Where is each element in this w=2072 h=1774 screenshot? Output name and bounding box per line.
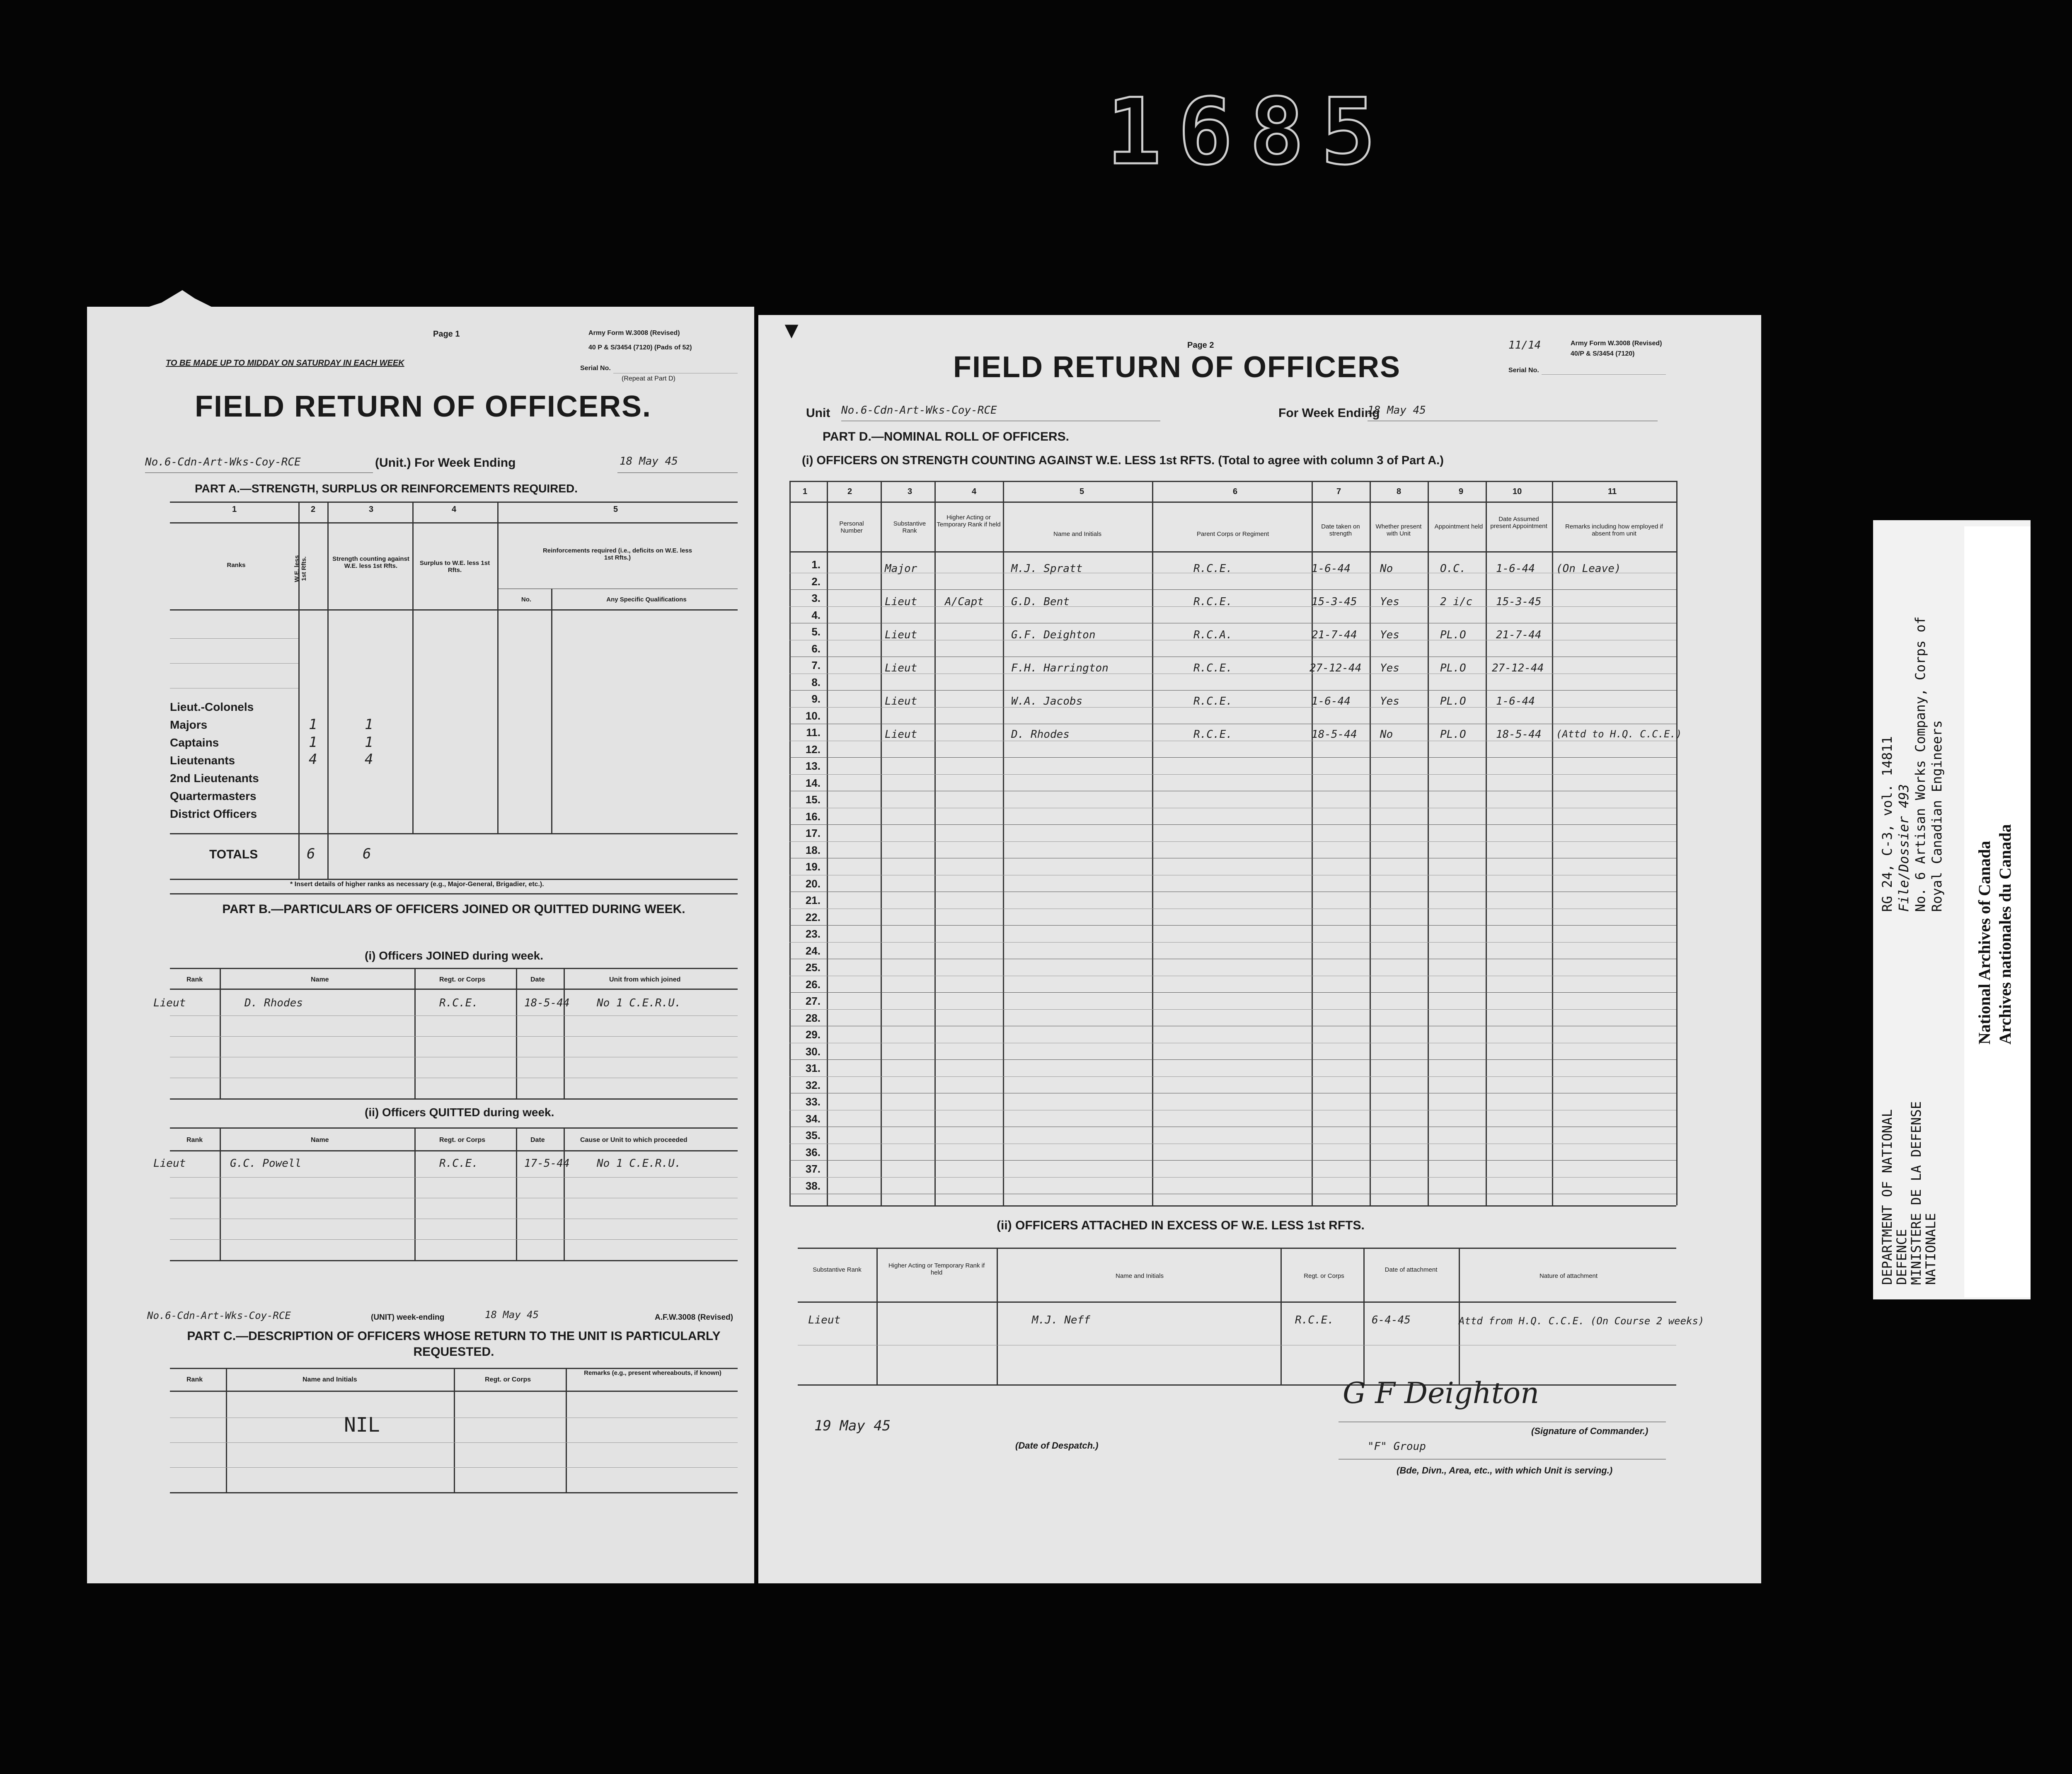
totals-label: TOTALS — [209, 848, 258, 861]
part-d-row-rule — [789, 1076, 1676, 1077]
part-d-col-9: 9 — [1459, 487, 1464, 496]
part-d-col-6: 6 — [1233, 487, 1238, 496]
officer-5-taken: 1-6-44 — [1312, 695, 1351, 708]
officer-3-assumed: 21-7-44 — [1496, 629, 1542, 641]
part-d-row-number: 35. — [805, 1129, 821, 1141]
officer-1-remarks: (On Leave) — [1556, 562, 1621, 575]
joined-name: D. Rhodes — [244, 997, 303, 1009]
officer-6-present: No — [1380, 728, 1393, 741]
joined-header-date: Date — [530, 976, 545, 983]
part-d-header-rank: Substantive Rank — [893, 520, 926, 534]
rank-lieut-colonels: Lieut.-Colonels — [170, 700, 254, 713]
part-d-col-10: 10 — [1513, 487, 1522, 496]
stamp-dept-1: DEPARTMENT OF NATIONAL — [1879, 1109, 1895, 1285]
page-2-title: FIELD RETURN OF OFFICERS — [953, 351, 1401, 384]
joined-heading: (i) Officers JOINED during week. — [365, 949, 543, 962]
page-2-unit-label: Unit — [806, 406, 830, 420]
officer-6-remarks: (Attd to H.Q. C.C.E.) — [1556, 728, 1682, 740]
quitted-header-unit: Cause or Unit to which proceeded — [580, 1137, 687, 1144]
part-d-row-number: 7. — [811, 659, 821, 671]
part-d-row-rule — [789, 690, 1676, 691]
part-a-header-qualifications: Any Specific Qualifications — [606, 596, 687, 603]
part-a-header-ranks: Ranks — [227, 562, 246, 569]
quitted-unit: No 1 C.E.R.U. — [597, 1157, 681, 1170]
officer-4-corps: R.C.E. — [1193, 662, 1232, 674]
attached-corps: R.C.E. — [1295, 1314, 1334, 1326]
attached-header-corps: Regt. or Corps — [1304, 1272, 1344, 1280]
part-c-unit: No.6-Cdn-Art-Wks-Coy-RCE — [147, 1310, 291, 1321]
part-d-col-11: 11 — [1608, 487, 1617, 496]
part-c-header-rank: Rank — [186, 1376, 203, 1383]
page-1-serial-label: Serial No. — [580, 365, 611, 372]
joined-header-name: Name — [311, 976, 329, 983]
officer-2-present: Yes — [1380, 596, 1399, 608]
part-d-header-appointment: Appointment held — [1434, 523, 1483, 530]
attached-header-date: Date of attachment — [1385, 1266, 1438, 1273]
part-a-col-3: 3 — [369, 505, 374, 514]
part-b-heading: PART B.—PARTICULARS OF OFFICERS JOINED OR QUITTED DURING WEEK. — [222, 902, 685, 916]
attached-header-acting: Higher Acting or Temporary Rank if held — [888, 1262, 985, 1276]
quitted-header-corps: Regt. or Corps — [439, 1137, 486, 1144]
part-d-col-3: 3 — [908, 487, 913, 496]
attached-nature: Attd from H.Q. C.C.E. (On Course 2 weeks) — [1459, 1315, 1704, 1327]
page-2-print-code: 40/P & S/3454 (7120) — [1571, 350, 1635, 357]
officer-5-present: Yes — [1380, 695, 1399, 708]
part-d-header-corps: Parent Corps or Regiment — [1196, 531, 1269, 538]
part-d-row-number: 1. — [811, 558, 821, 571]
quitted-heading: (ii) Officers QUITTED during week. — [365, 1106, 554, 1119]
part-d-row-number: 16. — [805, 810, 821, 823]
frame-number: 1685 — [1106, 79, 1392, 185]
part-d-header-acting: Higher Acting or Temporary Rank if held — [937, 514, 1001, 528]
page-1-army-form: Army Form W.3008 (Revised) — [588, 330, 680, 337]
lieutenants-strength: 4 — [365, 751, 373, 768]
officer-4-assumed: 27-12-44 — [1492, 662, 1544, 674]
part-d-row-number: 12. — [805, 743, 821, 756]
officer-2-corps: R.C.E. — [1193, 596, 1232, 608]
officer-4-rank: Lieut — [885, 662, 917, 674]
part-c-header-corps: Regt. or Corps — [485, 1376, 531, 1383]
part-d-row-number: 18. — [805, 843, 821, 856]
attached-name: M.J. Neff — [1032, 1314, 1090, 1326]
officer-2-appointment: 2 i/c — [1440, 596, 1473, 608]
joined-corps: R.C.E. — [439, 997, 478, 1009]
despatch-label: (Date of Despatch.) — [1015, 1440, 1099, 1451]
part-a-col-1: 1 — [232, 505, 237, 514]
officer-4-taken: 27-12-44 — [1310, 662, 1362, 674]
lieutenants-we: 4 — [309, 751, 317, 768]
part-d-row-number: 38. — [805, 1179, 821, 1192]
rank-quartermasters: Quartermasters — [170, 790, 257, 802]
part-d-row-number: 32. — [805, 1078, 821, 1091]
officer-1-rank: Major — [885, 562, 917, 575]
quitted-corps: R.C.E. — [439, 1157, 478, 1170]
page-2-army-form: Army Form W.3008 (Revised) — [1571, 340, 1662, 347]
part-d-col-2: 2 — [847, 487, 852, 496]
part-d-row-rule — [789, 925, 1676, 926]
part-d-row-number: 13. — [805, 760, 821, 772]
attached-date: 6-4-45 — [1372, 1314, 1411, 1326]
officer-1-assumed: 1-6-44 — [1496, 562, 1535, 575]
stamp-dept-2: DEFENCE — [1894, 1229, 1910, 1285]
part-d-header-taken: Date taken on strength — [1321, 523, 1360, 537]
page-1-unit: No.6-Cdn-Art-Wks-Coy-RCE — [145, 456, 301, 468]
part-d-col-4: 4 — [972, 487, 977, 496]
rank-2nd-lieutenants: 2nd Lieutenants — [170, 772, 259, 785]
stamp-archives-en: National Archives of Canada — [1975, 841, 1994, 1045]
part-c-entry: NIL — [344, 1413, 380, 1437]
stamp-archives-fr: Archives nationales du Canada — [1996, 824, 2014, 1045]
officer-6-name: D. Rhodes — [1011, 728, 1070, 741]
part-d-row-rule — [789, 824, 1676, 825]
page-2 — [758, 315, 1761, 1583]
quitted-header-rank: Rank — [186, 1137, 203, 1144]
part-d-col-1: 1 — [803, 487, 808, 496]
page-1-serial-note: (Repeat at Part D) — [622, 375, 675, 382]
officer-6-taken: 18-5-44 — [1312, 728, 1357, 741]
officer-3-present: Yes — [1380, 629, 1399, 641]
part-d-subheading: (i) OFFICERS ON STRENGTH COUNTING AGAINST W.E. LESS 1st RFTS. (Total to agree with column 3 of Part A.) — [802, 454, 1444, 467]
officer-3-appointment: PL.O — [1440, 629, 1466, 641]
page-2-week: 18 May 45 — [1368, 404, 1426, 417]
joined-unit: No 1 C.E.R.U. — [597, 997, 681, 1009]
part-d-row-number: 3. — [811, 592, 821, 604]
part-d-row-number: 23. — [805, 928, 821, 940]
officer-3-name: G.F. Deighton — [1011, 629, 1096, 641]
formation-label: (Bde, Divn., Area, etc., with which Unit is serving.) — [1397, 1465, 1613, 1476]
commander-signature: G F Deighton — [1343, 1376, 1539, 1410]
part-a-col-5: 5 — [613, 505, 618, 514]
part-d-row-rule — [789, 841, 1676, 842]
stamp-dept-4: NATIONALE — [1923, 1213, 1939, 1285]
part-d-column-rule — [1676, 481, 1677, 1205]
part-d-row-number: 31. — [805, 1062, 821, 1074]
officer-3-rank: Lieut — [885, 629, 917, 641]
part-d-row-rule — [789, 774, 1676, 775]
stamp-dept-3: MINISTERE DE LA DEFENSE — [1908, 1101, 1924, 1285]
page-1-week: 18 May 45 — [620, 455, 678, 468]
joined-header-corps: Regt. or Corps — [439, 976, 486, 983]
part-d-row-number: 20. — [805, 877, 821, 890]
part-a-col-2: 2 — [311, 505, 316, 514]
joined-date: 18-5-44 — [524, 997, 570, 1009]
officer-3-corps: R.C.A. — [1193, 629, 1232, 641]
majors-we: 1 — [309, 716, 317, 733]
part-d-heading: PART D.—NOMINAL ROLL OF OFFICERS. — [823, 430, 1069, 444]
page-1-title: FIELD RETURN OF OFFICERS. — [195, 390, 651, 423]
stamp-reference: RG 24, C-3, vol. 14811 — [1879, 736, 1895, 912]
signature-label: (Signature of Commander.) — [1531, 1426, 1648, 1436]
part-a-header-reinforcements: Reinforcements required (i.e., deficits on W.E. less 1st Rfts.) — [542, 547, 692, 561]
part-d-row-rule — [789, 589, 1676, 590]
officer-3-taken: 21-7-44 — [1312, 629, 1357, 641]
part-d-col-7: 7 — [1336, 487, 1341, 496]
totals-strength: 6 — [363, 846, 371, 862]
part-d-row-number: 37. — [805, 1163, 821, 1175]
captains-we: 1 — [309, 734, 317, 751]
officer-5-name: W.A. Jacobs — [1011, 695, 1083, 708]
part-c-header-remarks: Remarks (e.g., present whereabouts, if known) — [584, 1369, 721, 1377]
part-c-form-ref: A.F.W.3008 (Revised) — [655, 1313, 733, 1322]
page-2-unit: No.6-Cdn-Art-Wks-Coy-RCE — [841, 404, 997, 417]
part-d-header-personal-number: Personal Number — [839, 520, 864, 534]
stamp-file: File/Dossier 493 — [1896, 784, 1912, 912]
officer-2-name: G.D. Bent — [1011, 596, 1070, 608]
part-d-row-rule — [789, 606, 1676, 607]
officer-1-present: No — [1380, 562, 1393, 575]
officer-4-name: F.H. Harrington — [1011, 662, 1109, 674]
part-a-footnote: * Insert details of higher ranks as necessary (e.g., Major-General, Brigadier, etc.). — [290, 881, 544, 888]
part-d-header-remarks: Remarks including how employed if absent from unit — [1565, 523, 1663, 537]
rank-district-officers: District Officers — [170, 807, 257, 820]
part-d-row-number: 11. — [806, 726, 821, 739]
quitted-rank: Lieut — [153, 1157, 186, 1170]
officer-1-appointment: O.C. — [1440, 562, 1466, 575]
officer-6-assumed: 18-5-44 — [1496, 728, 1542, 741]
officer-1-taken: 1-6-44 — [1312, 562, 1351, 575]
officer-2-taken: 15-3-45 — [1312, 596, 1357, 608]
part-d-row-rule — [789, 1059, 1676, 1060]
part-d-row-rule — [789, 992, 1676, 993]
part-d-row-number: 19. — [805, 860, 821, 873]
majors-strength: 1 — [365, 716, 373, 733]
quitted-date: 17-5-44 — [524, 1157, 570, 1170]
officer-4-present: Yes — [1380, 662, 1399, 674]
part-d-row-number: 8. — [811, 676, 821, 688]
captains-strength: 1 — [365, 734, 373, 751]
part-d-row-number: 30. — [805, 1045, 821, 1058]
part-d-row-rule — [789, 1177, 1676, 1178]
part-d-row-number: 21. — [805, 894, 821, 906]
joined-rank: Lieut — [153, 997, 186, 1009]
officer-2-rank: Lieut — [885, 596, 917, 608]
officer-5-rank: Lieut — [885, 695, 917, 708]
page-2-form-no: 11/14 — [1508, 339, 1541, 351]
attached-header-rank: Substantive Rank — [813, 1266, 862, 1273]
part-c-unit-label: (UNIT) week-ending — [371, 1313, 445, 1322]
part-d-row-number: 17. — [805, 827, 821, 839]
formation: "F" Group — [1368, 1440, 1426, 1453]
part-d-header-present: Whether present with Unit — [1375, 523, 1422, 537]
rank-majors: Majors — [170, 718, 208, 731]
despatch-date: 19 May 45 — [814, 1418, 891, 1434]
part-d-row-rule — [789, 942, 1676, 943]
part-d-row-number: 26. — [805, 978, 821, 991]
totals-we: 6 — [307, 846, 315, 862]
stamp-description-1: No. 6 Artisan Works Company, Corps of — [1912, 616, 1928, 912]
part-d-row-number: 36. — [805, 1146, 821, 1158]
part-a-col-4: 4 — [452, 505, 457, 514]
stamp-description-2: Royal Canadian Engineers — [1929, 720, 1945, 912]
part-a-header-strength: Strength counting against W.E. less 1st Rfts. — [332, 555, 409, 570]
officer-1-corps: R.C.E. — [1193, 562, 1232, 575]
officer-1-name: M.J. Spratt — [1011, 562, 1083, 575]
quitted-name: G.C. Powell — [230, 1157, 302, 1170]
attached-header-name: Name and Initials — [1116, 1272, 1164, 1280]
part-d-row-number: 2. — [811, 575, 821, 588]
part-d-row-rule — [789, 1009, 1676, 1010]
part-d-row-number: 5. — [811, 625, 821, 638]
part-d-row-number: 10. — [805, 709, 821, 722]
part-d-row-rule — [789, 707, 1676, 708]
page-1-unit-label: (Unit.) For Week Ending — [375, 456, 516, 470]
officer-6-appointment: PL.O — [1440, 728, 1466, 741]
rank-lieutenants: Lieutenants — [170, 754, 235, 767]
part-d-row-rule — [789, 1160, 1676, 1161]
part-d-row-number: 6. — [811, 642, 821, 655]
page-2-serial-label: Serial No. — [1508, 367, 1539, 374]
officer-2-acting: A/Capt — [945, 596, 984, 608]
page-1 — [87, 307, 754, 1583]
part-d-row-number: 29. — [805, 1028, 821, 1041]
part-d-row-number: 15. — [805, 793, 821, 806]
officer-5-corps: R.C.E. — [1193, 695, 1232, 708]
part-a-header-surplus: Surplus to W.E. less 1st Rfts. — [419, 560, 490, 574]
part-d-row-number: 27. — [805, 995, 821, 1007]
officer-6-rank: Lieut — [885, 728, 917, 741]
joined-header-rank: Rank — [186, 976, 203, 983]
officer-5-appointment: PL.O — [1440, 695, 1466, 708]
joined-header-unit: Unit from which joined — [609, 976, 681, 983]
part-d-row-number: 33. — [805, 1095, 821, 1108]
rank-captains: Captains — [170, 736, 219, 749]
part-a-header-we: W.E. less 1st Rfts. — [293, 555, 307, 582]
officer-6-corps: R.C.E. — [1193, 728, 1232, 741]
part-d-row-number: 34. — [805, 1112, 821, 1125]
page-1-label: Page 1 — [433, 330, 460, 339]
officer-4-appointment: PL.O — [1440, 662, 1466, 674]
part-c-header-name: Name and Initials — [303, 1376, 357, 1383]
part-c-heading: PART C.—DESCRIPTION OF OFFICERS WHOSE RETURN TO THE UNIT IS PARTICULARLY REQUESTED. — [187, 1329, 721, 1359]
officer-2-assumed: 15-3-45 — [1496, 596, 1542, 608]
quitted-header-name: Name — [311, 1137, 329, 1144]
part-d-row-number: 14. — [805, 776, 821, 789]
page-2-label: Page 2 — [1187, 341, 1214, 350]
page-2-week-label: For Week Ending — [1278, 406, 1380, 420]
part-d-row-number: 22. — [805, 911, 821, 923]
part-d-row-number: 4. — [811, 608, 821, 621]
part-d-header-assumed: Date Assumed present Appointment — [1490, 516, 1547, 530]
part-a-heading: PART A.—STRENGTH, SURPLUS OR REINFORCEMENTS REQUIRED. — [195, 482, 578, 495]
part-d-row-rule — [789, 757, 1676, 758]
officer-5-assumed: 1-6-44 — [1496, 695, 1535, 708]
attached-heading: (ii) OFFICERS ATTACHED IN EXCESS OF W.E. LESS 1st RFTS. — [997, 1219, 1365, 1232]
page-1-print-code: 40 P & S/3454 (7120) (Pads of 52) — [588, 344, 692, 351]
attached-rank: Lieut — [808, 1314, 841, 1326]
quitted-header-date: Date — [530, 1137, 545, 1144]
part-d-row-number: 24. — [805, 944, 821, 957]
page-1-instruction: TO BE MADE UP TO MIDDAY ON SATURDAY IN EACH WEEK — [166, 359, 404, 368]
part-d-col-5: 5 — [1080, 487, 1084, 496]
part-d-header-name: Name and Initials — [1053, 531, 1101, 538]
part-d-col-8: 8 — [1397, 487, 1402, 496]
part-a-header-no: No. — [521, 596, 532, 603]
part-d-row-number: 9. — [811, 693, 821, 705]
attached-header-nature: Nature of attachment — [1539, 1272, 1598, 1280]
part-d-row-number: 28. — [805, 1011, 821, 1024]
part-d-row-number: 25. — [805, 961, 821, 974]
part-c-week: 18 May 45 — [485, 1309, 539, 1321]
